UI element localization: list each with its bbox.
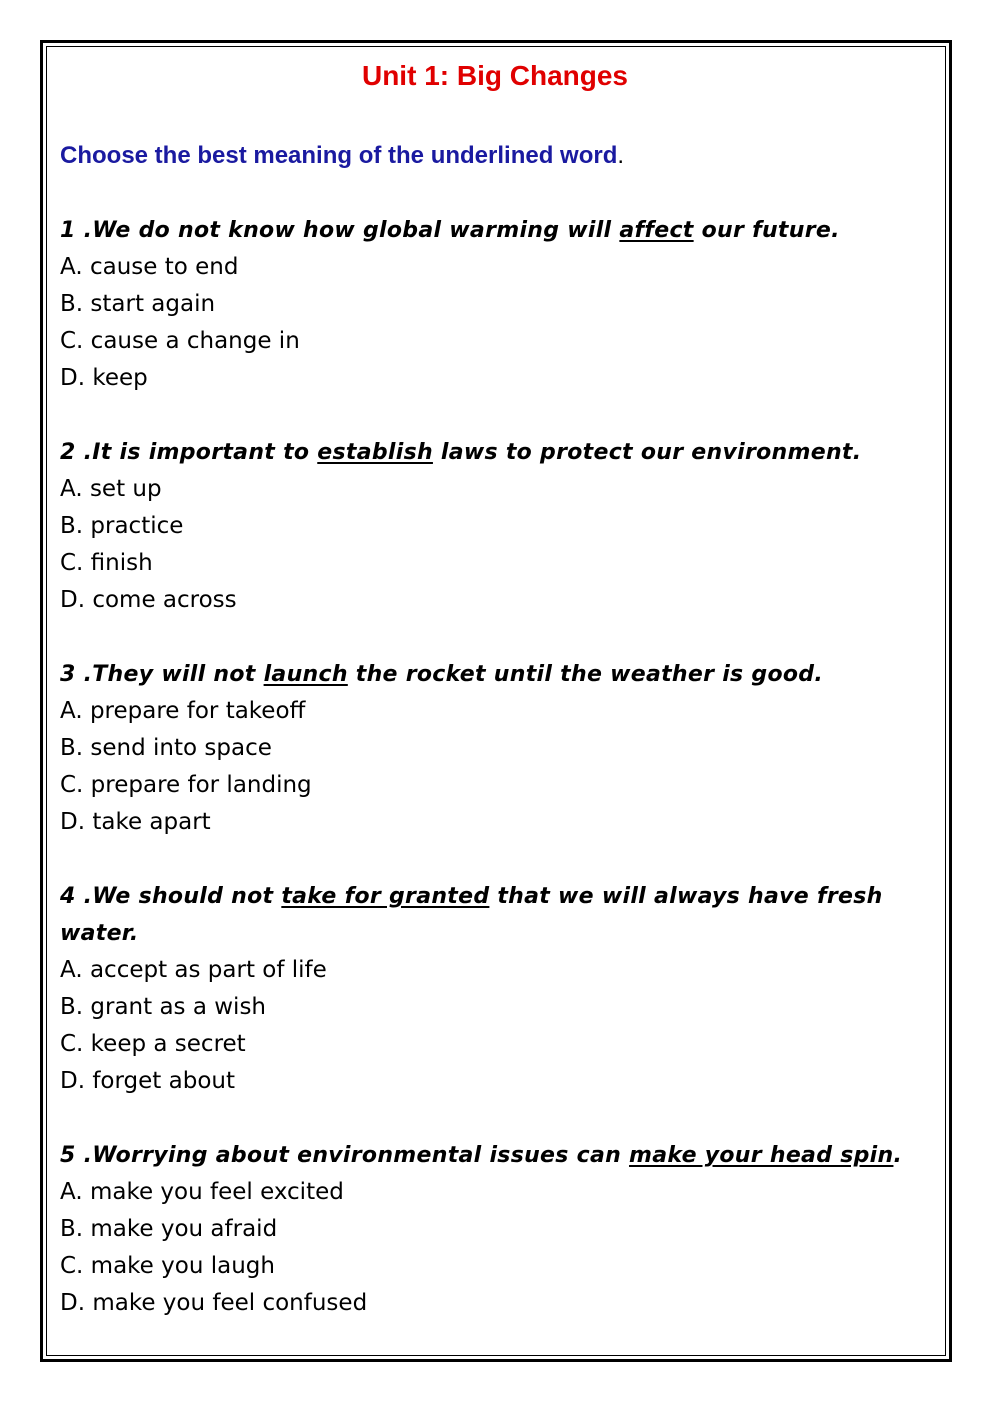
option-a[interactable]: A. accept as part of life [60, 957, 327, 983]
question-after: the rocket until the weather is good. [347, 662, 823, 687]
question-before: They will not [92, 662, 264, 687]
underlined-word: affect [619, 218, 694, 243]
underlined-word: make your head spin [629, 1143, 894, 1168]
question-text [60, 212, 930, 249]
question-number: 1 . [60, 218, 93, 243]
question-text [60, 434, 930, 471]
option-d[interactable]: D. come across [60, 587, 237, 613]
worksheet [60, 56, 930, 1322]
question-after: . [893, 1143, 903, 1168]
instruction-period: . [617, 142, 625, 169]
option-c[interactable]: C. make you laugh [60, 1253, 275, 1279]
question-number: 5 . [60, 1143, 93, 1168]
question-2 [60, 434, 930, 619]
question-5 [60, 1137, 930, 1322]
page-title: Unit 1: Big Changes [361, 60, 628, 91]
question-after: our future. [693, 218, 840, 243]
option-d[interactable]: D. make you feel confused [60, 1290, 368, 1316]
question-1 [60, 212, 930, 397]
option-d[interactable]: D. forget about [60, 1068, 235, 1094]
question-before: We do not know how global warming will [92, 218, 620, 243]
underlined-word: launch [263, 662, 348, 687]
option-b[interactable]: B. send into space [60, 735, 272, 761]
instruction [60, 139, 930, 173]
question-4 [60, 878, 930, 1100]
question-before: Worrying about environmental issues can [92, 1143, 630, 1168]
question-number: 2 . [60, 440, 93, 465]
question-before: We should not [92, 884, 282, 909]
option-d[interactable]: D. keep [60, 365, 148, 391]
option-a[interactable]: A. cause to end [60, 254, 239, 280]
option-c[interactable]: C. keep a secret [60, 1031, 246, 1057]
question-3 [60, 656, 930, 841]
question-number: 3 . [60, 662, 93, 687]
option-b[interactable]: B. make you afraid [60, 1216, 278, 1242]
option-c[interactable]: C. cause a change in [60, 328, 300, 354]
question-number: 4 . [60, 884, 93, 909]
option-a[interactable]: A. prepare for takeoff [60, 698, 306, 724]
option-c[interactable]: C. prepare for landing [60, 772, 312, 798]
question-after: that we will always have fresh water. [60, 884, 883, 946]
question-after: laws to protect our environment. [432, 440, 862, 465]
option-c[interactable]: C. finish [60, 550, 153, 576]
question-before: It is important to [92, 440, 318, 465]
option-b[interactable]: B. practice [60, 513, 184, 539]
question-text [60, 656, 930, 693]
underlined-word: establish [317, 440, 433, 465]
option-b[interactable]: B. start again [60, 291, 216, 317]
question-text [60, 878, 920, 952]
question-text [60, 1137, 930, 1174]
option-a[interactable]: A. make you feel excited [60, 1179, 344, 1205]
instruction-text: Choose the best meaning of the underlined word [60, 142, 618, 169]
option-d[interactable]: D. take apart [60, 809, 211, 835]
option-b[interactable]: B. grant as a wish [60, 994, 267, 1020]
option-a[interactable]: A. set up [60, 476, 162, 502]
underlined-word: take for granted [281, 884, 490, 909]
